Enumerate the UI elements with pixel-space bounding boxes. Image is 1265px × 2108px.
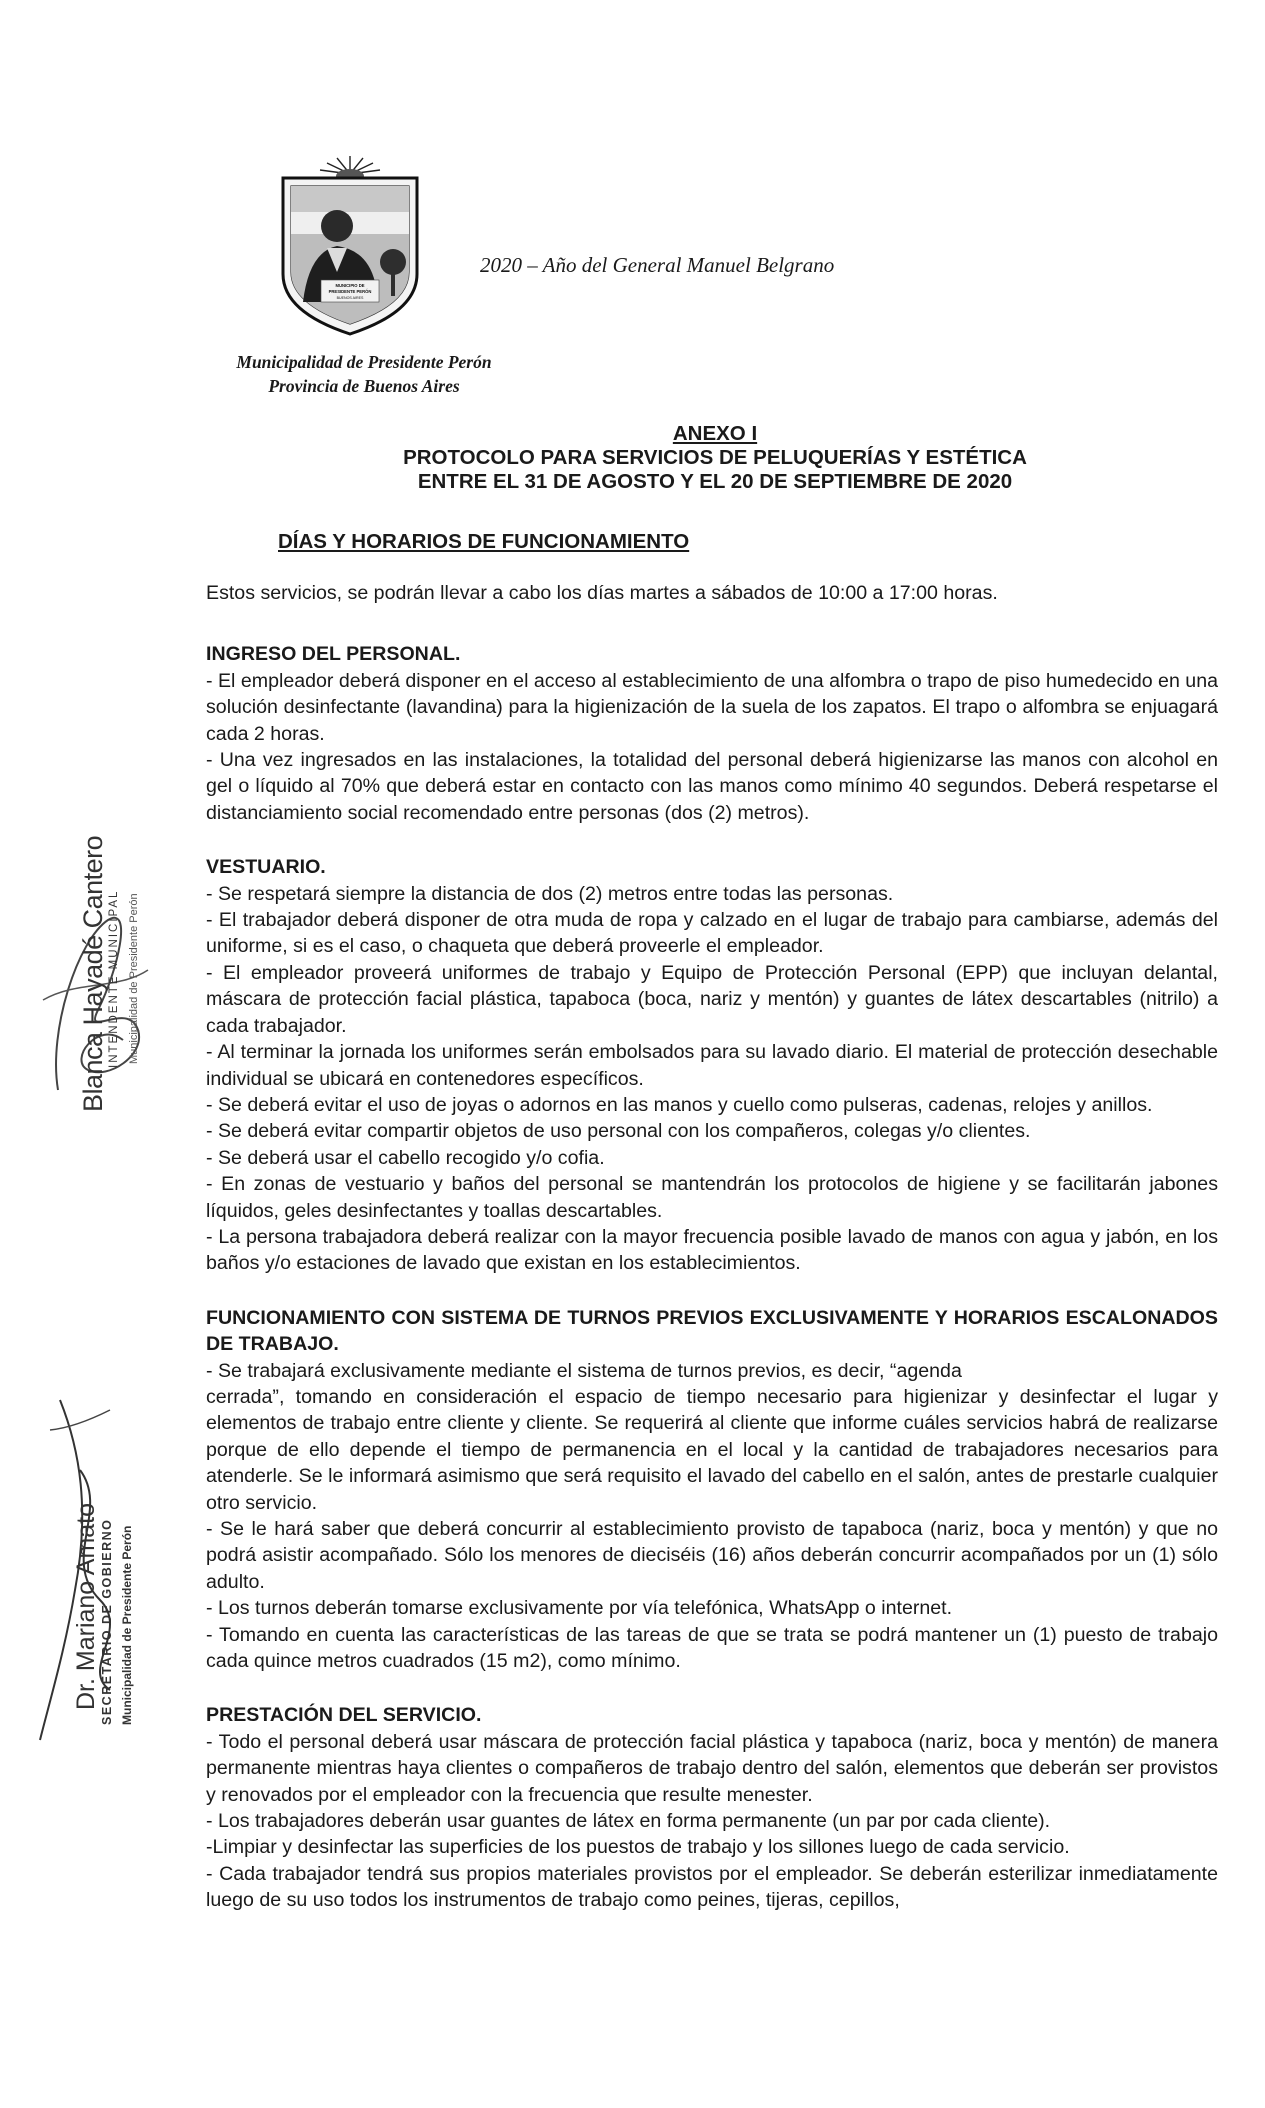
svg-text:MUNICIPIO DE: MUNICIPIO DE: [335, 283, 365, 288]
vestuario-item: - En zonas de vestuario y baños del personal se mantendrán los protocolos de higiene y se facilitarán jabones líquidos, geles desinfectantes y toallas descartables.: [206, 1173, 1218, 1222]
turnos-heading: FUNCIONAMIENTO CON SISTEMA DE TURNOS PREVIOS EXCLUSIVAMENTE Y HORARIOS ESCALONADOS DE TRABAJO.: [206, 1306, 1218, 1356]
year-motto: 2020 – Año del General Manuel Belgrano: [480, 253, 835, 277]
prestacion-item: - Los trabajadores deberán usar guantes de látex en forma permanente (un par por cada cliente).: [206, 1810, 1051, 1833]
municipality-name: Municipalidad de Presidente Perón: [236, 352, 492, 372]
vestuario-item: - La persona trabajadora deberá realizar con la mayor frecuencia posible lavado de manos con agua y jabón, en los baños y/o estaciones de lavado que existan en los establecimientos.: [206, 1225, 1218, 1275]
turnos-item: cerrada”, tomando en consideración el espacio de tiempo necesario para higienizar y desinfectar el lugar y elementos de trabajo entre cliente y cliente. Se requerirá al cliente que informe cuáles servicios habrá de realizarse porque de ello depende el tiempo de permanencia en el local y la cantidad de trabajadores necesarios para atenderle. Se le informará asimismo que será requisito el lavado del cabello en el salón, antes de prestarle cualquier otro servicio.: [206, 1385, 1218, 1514]
signatory-name: Blanca Hayadé Cantero: [78, 835, 108, 1112]
document-body: [206, 580, 1218, 1914]
turnos-item: - Se le hará saber que deberá concurrir al establecimiento provisto de tapaboca (nariz, boca y mentón) y que no podrá asistir acompañado. Sólo los menores de dieciséis (16) años deberán concurrir acompañados por un (1) sólo adulto.: [206, 1518, 1218, 1593]
document-titles: [200, 422, 1230, 494]
signatory-role: SECRETARIO DE GOBIERNO: [100, 1518, 114, 1725]
svg-text:BUENOS AIRES: BUENOS AIRES: [336, 296, 364, 300]
province-name: Provincia de Buenos Aires: [268, 376, 460, 396]
vestuario-item: - Al terminar la jornada los uniformes serán embolsados para su lavado diario. El material de protección desechable individual se ubicará en contenedores específicos.: [206, 1041, 1218, 1090]
turnos-item: - Tomando en cuenta las características de las tareas de que se trata se podrá mantener un (1) puesto de trabajo cada quince metros cuadrados (15 m2), como mínimo.: [206, 1623, 1218, 1673]
dates-title: ENTRE EL 31 DE AGOSTO Y EL 20 DE SEPTIEMBRE DE 2020: [417, 470, 1013, 493]
ingreso-heading: INGRESO DEL PERSONAL.: [206, 643, 461, 666]
turnos-item: - Se trabajará exclusivamente mediante el sistema de turnos previos, es decir, “agenda: [206, 1359, 962, 1382]
annex-title: ANEXO I: [672, 422, 758, 445]
turnos-item: - Los turnos deberán tomarse exclusivamente por vía telefónica, WhatsApp o internet.: [206, 1597, 953, 1620]
signatory-organization: Municipalidad de Presidente Perón: [120, 1525, 134, 1725]
vestuario-item: - Se respetará siempre la distancia de dos (2) metros entre todas las personas.: [206, 882, 894, 905]
svg-text:PRESIDENTE PERÓN: PRESIDENTE PERÓN: [328, 289, 372, 294]
ingreso-item: - Una vez ingresados en las instalaciones, la totalidad del personal deberá higienizarse las manos con alcohol en gel o líquido al 70% que deberá estar en contacto con las manos como mínimo 40 segundos. Deberá respetarse el distanciamiento social recomendado entre personas (dos (2) metros).: [206, 749, 1218, 824]
dias-heading: DÍAS Y HORARIOS DE FUNCIONAMIENTO: [278, 530, 690, 553]
municipality-block: [204, 350, 524, 398]
prestacion-item: - Cada trabajador tendrá sus propios materiales provistos por el empleador. Se deberán esterilizar inmediatamente luego de su uso todos los instrumentos de trabajo como peines, tijeras, cepillos,: [206, 1862, 1218, 1912]
vestuario-heading: VESTUARIO.: [206, 856, 326, 879]
signatory-organization: Municipalidad de Presidente Perón: [128, 893, 140, 1064]
ingreso-item: - El empleador deberá disponer en el acceso al establecimiento de una alfombra o trapo de piso humedecido en una solución desinfectante (lavandina) para la higienización de la suela de los zapatos. El trapo o alfombra se enjuagará cada 2 horas.: [206, 669, 1218, 745]
prestacion-item: - Todo el personal deberá usar máscara de protección facial plástica y tapaboca (nariz, boca y mentón) de manera permanente mientras haya clientes o compañeros de trabajo dentro del salón, elementos que deberán ser provistos y renovados por el empleador con la frecuencia que resulte menester.: [206, 1730, 1218, 1806]
vestuario-item: - El trabajador deberá disponer de otra muda de ropa y calzado en el lugar de trabajo para cambiarse, además del uniforme, si es el caso, o chaqueta que deberá proveerle el empleador.: [206, 909, 1218, 958]
protocol-title: PROTOCOLO PARA SERVICIOS DE PELUQUERÍAS Y ESTÉTICA: [403, 446, 1027, 469]
signatory-name: Dr. Mariano Amato: [72, 1502, 100, 1710]
dias-text: Estos servicios, se podrán llevar a cabo los días martes a sábados de 10:00 a 17:00 horas.: [206, 582, 998, 604]
municipal-crest-logo: [275, 152, 425, 340]
vestuario-item: - Se deberá evitar compartir objetos de uso personal con los compañeros, colegas y/o clientes.: [206, 1120, 1031, 1143]
vestuario-item: - Se deberá usar el cabello recogido y/o cofia.: [206, 1146, 605, 1169]
signatory-role: INTENDENTE MUNICIPAL: [108, 889, 120, 1068]
vestuario-item: - Se deberá evitar el uso de joyas o adornos en las manos y cuello como pulseras, cadenas, relojes y anillos.: [206, 1093, 1153, 1116]
vestuario-item: - El empleador proveerá uniformes de trabajo y Equipo de Protección Personal (EPP) que incluyan delantal, máscara de protección facial plástica, tapaboca (boca, nariz y mentón) y guantes de látex descartables (nitrilo) a cada trabajador.: [206, 961, 1218, 1037]
prestacion-item: -Limpiar y desinfectar las superficies de los puestos de trabajo y los sillones luego de cada servicio.: [206, 1836, 1070, 1859]
prestacion-heading: PRESTACIÓN DEL SERVICIO.: [206, 1704, 482, 1727]
